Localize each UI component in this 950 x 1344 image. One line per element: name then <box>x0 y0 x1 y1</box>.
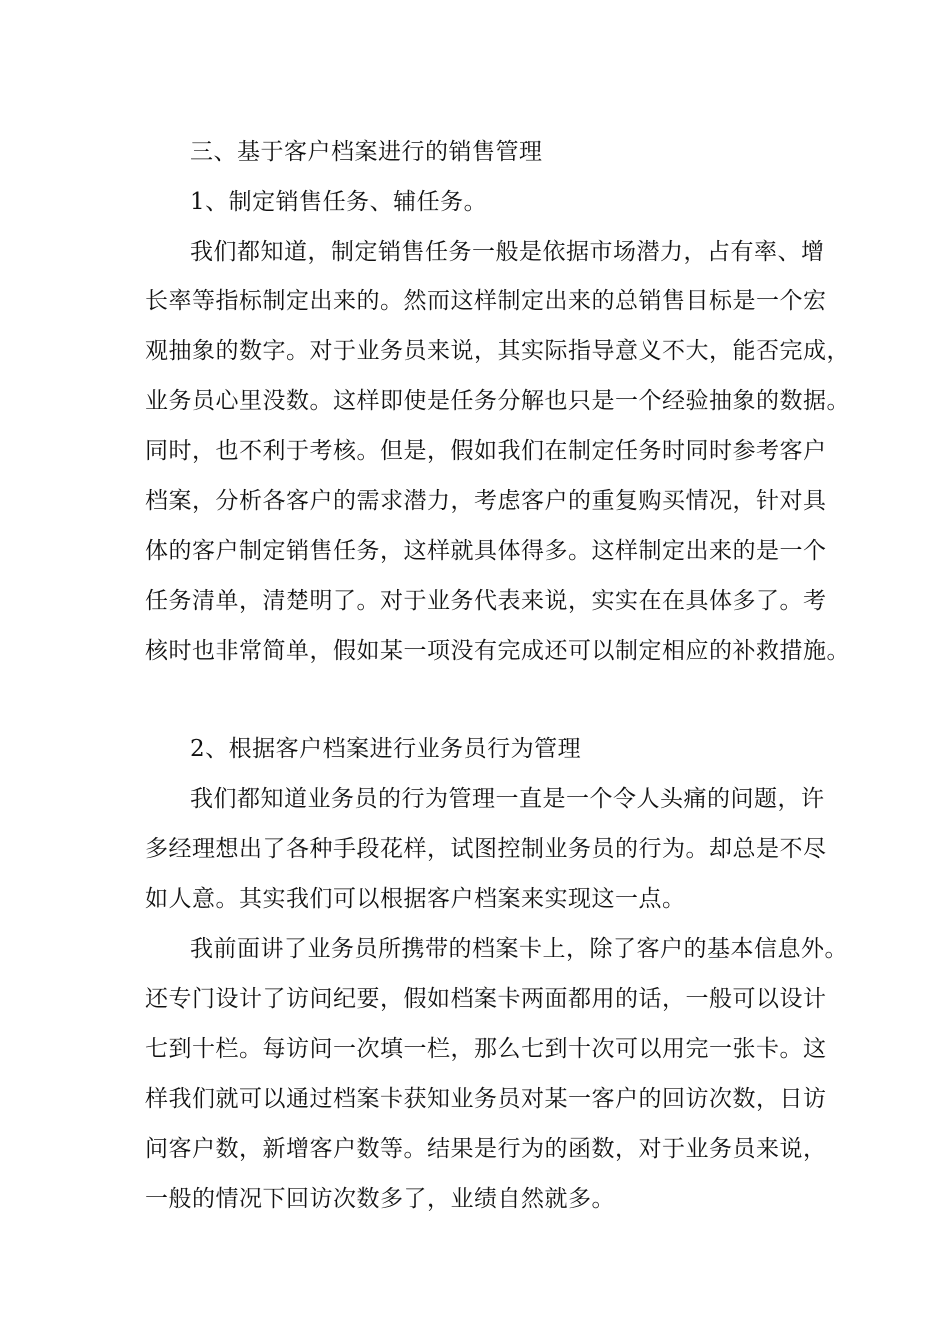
paragraph-line: 一般的情况下回访次数多了，业绩自然就多。 <box>145 1186 615 1212</box>
paragraph-line: 我们都知道，制定销售任务一般是依据市场潜力，占有率、增 <box>190 239 825 265</box>
paragraph-line: 如人意。其实我们可以根据客户档案来实现这一点。 <box>145 886 686 912</box>
paragraph-line: 我们都知道业务员的行为管理一直是一个令人头痛的问题，许 <box>190 786 825 812</box>
paragraph-line: 问客户数，新增客户数等。结果是行为的函数，对于业务员来说， <box>145 1136 827 1162</box>
paragraph-line: 业务员心里没数。这样即使是任务分解也只是一个经验抽象的数据。 <box>145 388 850 414</box>
paragraph-line: 同时，也不利于考核。但是，假如我们在制定任务时同时参考客户 <box>145 438 827 464</box>
paragraph-line: 任务清单，清楚明了。对于业务代表来说，实实在在具体多了。考 <box>145 588 827 614</box>
paragraph-line: 核时也非常简单，假如某一项没有完成还可以制定相应的补救措施。 <box>145 638 850 664</box>
paragraph-line: 样我们就可以通过档案卡获知业务员对某一客户的回访次数，日访 <box>145 1086 827 1112</box>
paragraph-line: 观抽象的数字。对于业务员来说，其实际指导意义不大，能否完成， <box>145 338 850 364</box>
section-title: 三、基于客户档案进行的销售管理 <box>190 139 543 165</box>
paragraph-line: 长率等指标制定出来的。然而这样制定出来的总销售目标是一个宏 <box>145 288 827 314</box>
subsection-title: 1、制定销售任务、辅任务。 <box>190 189 488 215</box>
paragraph-line: 还专门设计了访问纪要，假如档案卡两面都用的话，一般可以设计 <box>145 986 827 1012</box>
subsection-title: 2、根据客户档案进行业务员行为管理 <box>190 736 582 762</box>
paragraph-line: 我前面讲了业务员所携带的档案卡上，除了客户的基本信息外。 <box>190 936 848 962</box>
paragraph-line: 七到十栏。每访问一次填一栏，那么七到十次可以用完一张卡。这 <box>145 1036 827 1062</box>
paragraph-line: 体的客户制定销售任务，这样就具体得多。这样制定出来的是一个 <box>145 538 827 564</box>
paragraph-line: 多经理想出了各种手段花样，试图控制业务员的行为。却总是不尽 <box>145 836 827 862</box>
paragraph-line: 档案，分析各客户的需求潜力，考虑客户的重复购买情况，针对具 <box>145 488 827 514</box>
